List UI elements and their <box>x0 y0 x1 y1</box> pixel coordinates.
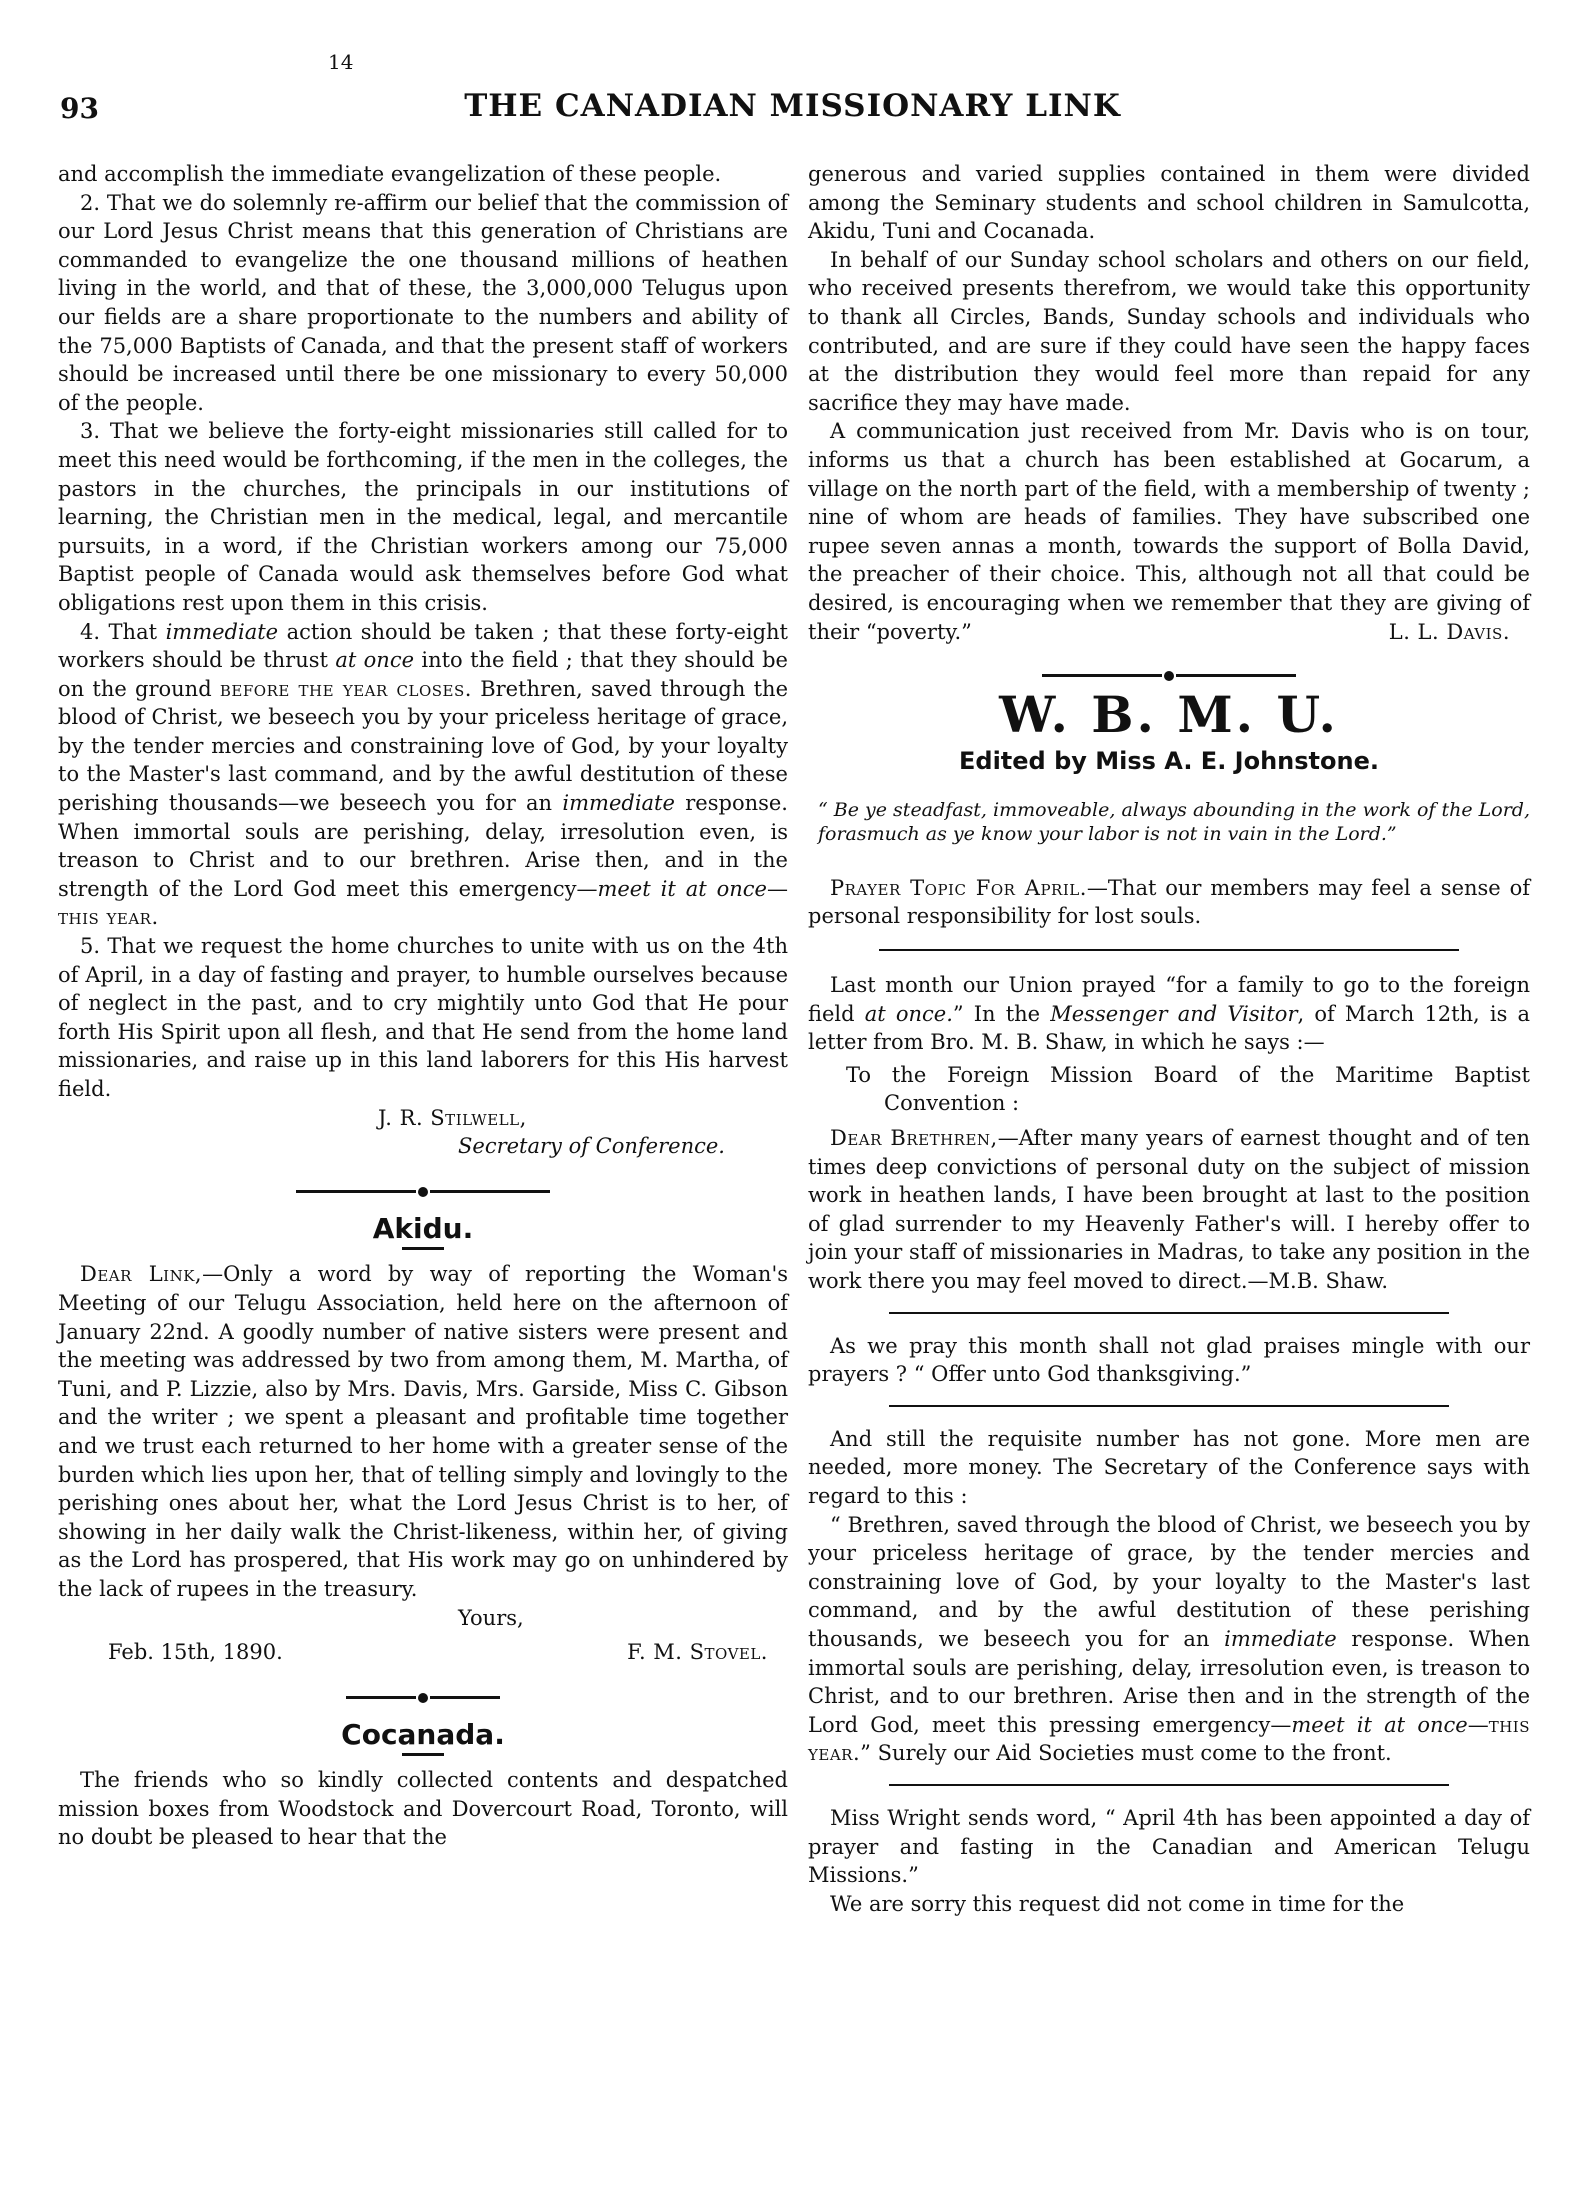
paragraph-continued: and accomplish the immediate evangelization of these people. <box>58 162 722 186</box>
cocanada-paragraph: The friends who so kindly collected contents and despatched mission boxes from Woodstock and Dovercourt Road, Toronto, will no doubt be pleased to hear that the <box>58 1768 788 1850</box>
cocanada-heading: Cocanada. <box>341 1717 505 1751</box>
thanks-paragraph: In behalf of our Sunday school scholars and others on our field, who received presents therefrom, we would take this opportunity to thank all Circles, Bands, Sunday schools and individuals who contributed, and are sure if they could have seen the happy faces at the distribution they would feel more than repaid for any sacrifice they may have made. <box>808 247 1530 415</box>
top-mark: 14 <box>328 50 354 74</box>
requisite-paragraph: And still the requisite number has not gone. More men are needed, more money. The Secretary of the Conference says with regard to this : <box>808 1426 1530 1508</box>
resolution-3: 3. That we believe the forty-eight missionaries still called for to meet this need would be forthcoming, if the men in the colleges, the pastors in the churches, the principals in our institutions of learning, the Christian men in the medical, legal, and mercantile pursuits, in a word, if the Christian workers among our 75,000 Baptist people of Canada would ask themselves before God what obligations rest upon them in this crisis. <box>58 419 788 615</box>
to-board-line: To the Foreign Mission Board of the Maritime Baptist Convention : <box>846 1062 1530 1116</box>
secretary-quote: “ Brethren, saved through the blood of Christ, we beseech you by your priceless heritage of grace, by the tender mercies and constraining love of God, by your loyalty to the Master's last command, and by the awful destitution of these perishing thousands, we beseech you for an immediate response. When immortal souls are perishing, delay, irresolution even, is treason to Christ, and to our brethren. Arise then and in the strength of the Lord God, meet this pressing emergency—meet it at once—this year.” Surely our Aid Societies must come to the front. <box>808 1512 1530 1766</box>
davis-signature: L. L. Davis. <box>1388 620 1510 645</box>
editor-line: Edited by Miss A. E. Johnstone. <box>959 747 1379 776</box>
shaw-letter: Dear Brethren,—After many years of earnest thought and of ten times deep convictions of personal duty on the subject of mission work in heathen lands, I have been brought at last to the position of glad surrender to my Heavenly Father's will. I hereby offer to join your staff of missionaries in Madras, to take any position in the work there you may feel moved to direct.—M.B. Shaw. <box>808 1126 1530 1293</box>
rule <box>889 1784 1449 1786</box>
prayer-topic: Prayer Topic For April.—That our members may feel a sense of personal responsibility for lost souls. <box>808 875 1530 929</box>
section-divider <box>808 671 1530 681</box>
signature-name: J. R. Stilwell, <box>378 1105 527 1130</box>
left-column <box>58 160 788 1852</box>
akidu-date: Feb. 15th, 1890. <box>108 1640 283 1665</box>
sorry-paragraph: We are sorry this request did not come in time for the <box>830 1891 1405 1916</box>
resolution-5: 5. That we request the home churches to unite with us on the 4th of April, in a day of fasting and prayer, to humble ourselves because of neglect in the past, and to cry mightily unto God that He pour forth His Spirit upon all flesh, and that He send from the home land missionaries, and raise up in this land laborers for this His harvest field. <box>58 934 788 1101</box>
rule <box>889 1312 1449 1314</box>
heading-rule <box>402 1753 444 1756</box>
akidu-heading: Akidu. <box>372 1211 474 1245</box>
supplies-paragraph: generous and varied supplies contained in them were divided among the Seminary students and school children in Samulcotta, Akidu, Tuni and Cocanada. <box>808 162 1530 244</box>
wright-paragraph: Miss Wright sends word, “ April 4th has been appointed a day of prayer and fasting in the Canadian and American Telugu Missions.” <box>808 1805 1530 1888</box>
section-divider <box>58 1693 788 1703</box>
praise-paragraph: As we pray this month shall not glad praises mingle with our prayers ? “ Offer unto God thanksgiving.” <box>808 1333 1530 1387</box>
motto-quote: “ Be ye steadfast, immoveable, always abounding in the work of the Lord, forasmuch as ye know your labor is not in vain in the Lord.” <box>818 798 1530 845</box>
rule <box>879 949 1459 951</box>
wbmu-title: W. B. M. U. <box>999 684 1339 744</box>
rule <box>889 1405 1449 1407</box>
section-divider <box>58 1187 788 1197</box>
signature-title: Secretary of Conference. <box>458 1134 725 1159</box>
last-month-paragraph: Last month our Union prayed “for a family to go to the foreign field at once.” In the Messenger and Visitor, of March 12th, is a letter from Bro. M. B. Shaw, in which he says :— <box>808 973 1530 1055</box>
heading-rule <box>402 1247 444 1250</box>
resolution-2: 2. That we do solemnly re-affirm our belief that the commission of our Lord Jesus Christ means that this generation of Christians are commanded to evangelize the one thousand millions of heathen living in the world, and that of these, the 3,000,000 Telugus upon our fields are a share proportionate to the numbers and ability of the 75,000 Baptists of Canada, and that the present staff of workers should be increased until there be one missionary to every 50,000 of the people. <box>58 190 788 415</box>
akidu-closing: Yours, <box>458 1605 524 1630</box>
running-title: THE CANADIAN MISSIONARY LINK <box>464 88 1121 124</box>
akidu-dateline <box>58 1638 788 1667</box>
communication-paragraph: A communication just received from Mr. Davis who is on tour, informs us that a church has been established at Gocarum, a village on the north part of the field, with a membership of twenty ; nine of whom are heads of families. They have subscribed one rupee seven annas a month, towards the support of Bolla David, the preacher of their choice. This, although not all that could be desired, is encouraging when we remember that they are giving of their “poverty.” <box>808 419 1530 644</box>
page-number: 93 <box>60 92 99 125</box>
akidu-letter: Dear Link,—Only a word by way of reporting the Woman's Meeting of our Telugu Association, held here on the afternoon of January 22nd. A goodly number of native sisters were present and the meeting was addressed by two from among them, M. Martha, of Tuni, and P. Lizzie, also by Mrs. Davis, Mrs. Garside, Miss C. Gibson and the writer ; we spent a pleasant and profitable time together and we trust each returned to her home with a greater sense of the burden which lies upon her, that of telling simply and lovingly to the perishing ones about her, what the Lord Jesus Christ is to her, of showing in her daily walk the Christ-likeness, within her, of giving as the Lord has prospered, that His work may go on unhindered by the lack of rupees in the treasury. <box>58 1262 789 1601</box>
akidu-signature: F. M. Stovel. <box>627 1640 768 1665</box>
right-column <box>808 160 1530 1918</box>
resolution-4: 4. That immediate action should be taken ; that these forty-eight workers should be thrust at once into the field ; that they should be on the ground before the year closes. Brethren, saved through the blood of Christ, we beseech you by your priceless heritage of grace, by the tender mercies and constraining love of God, by your loyalty to the Master's last command, and by the awful destitution of these perishing thousands—we beseech you for an immediate response. When immortal souls are perishing, delay, irresolution even, is treason to Christ and to our brethren. Arise then, and in the strength of the Lord God meet this emergency—meet it at once—this year. <box>58 619 788 930</box>
